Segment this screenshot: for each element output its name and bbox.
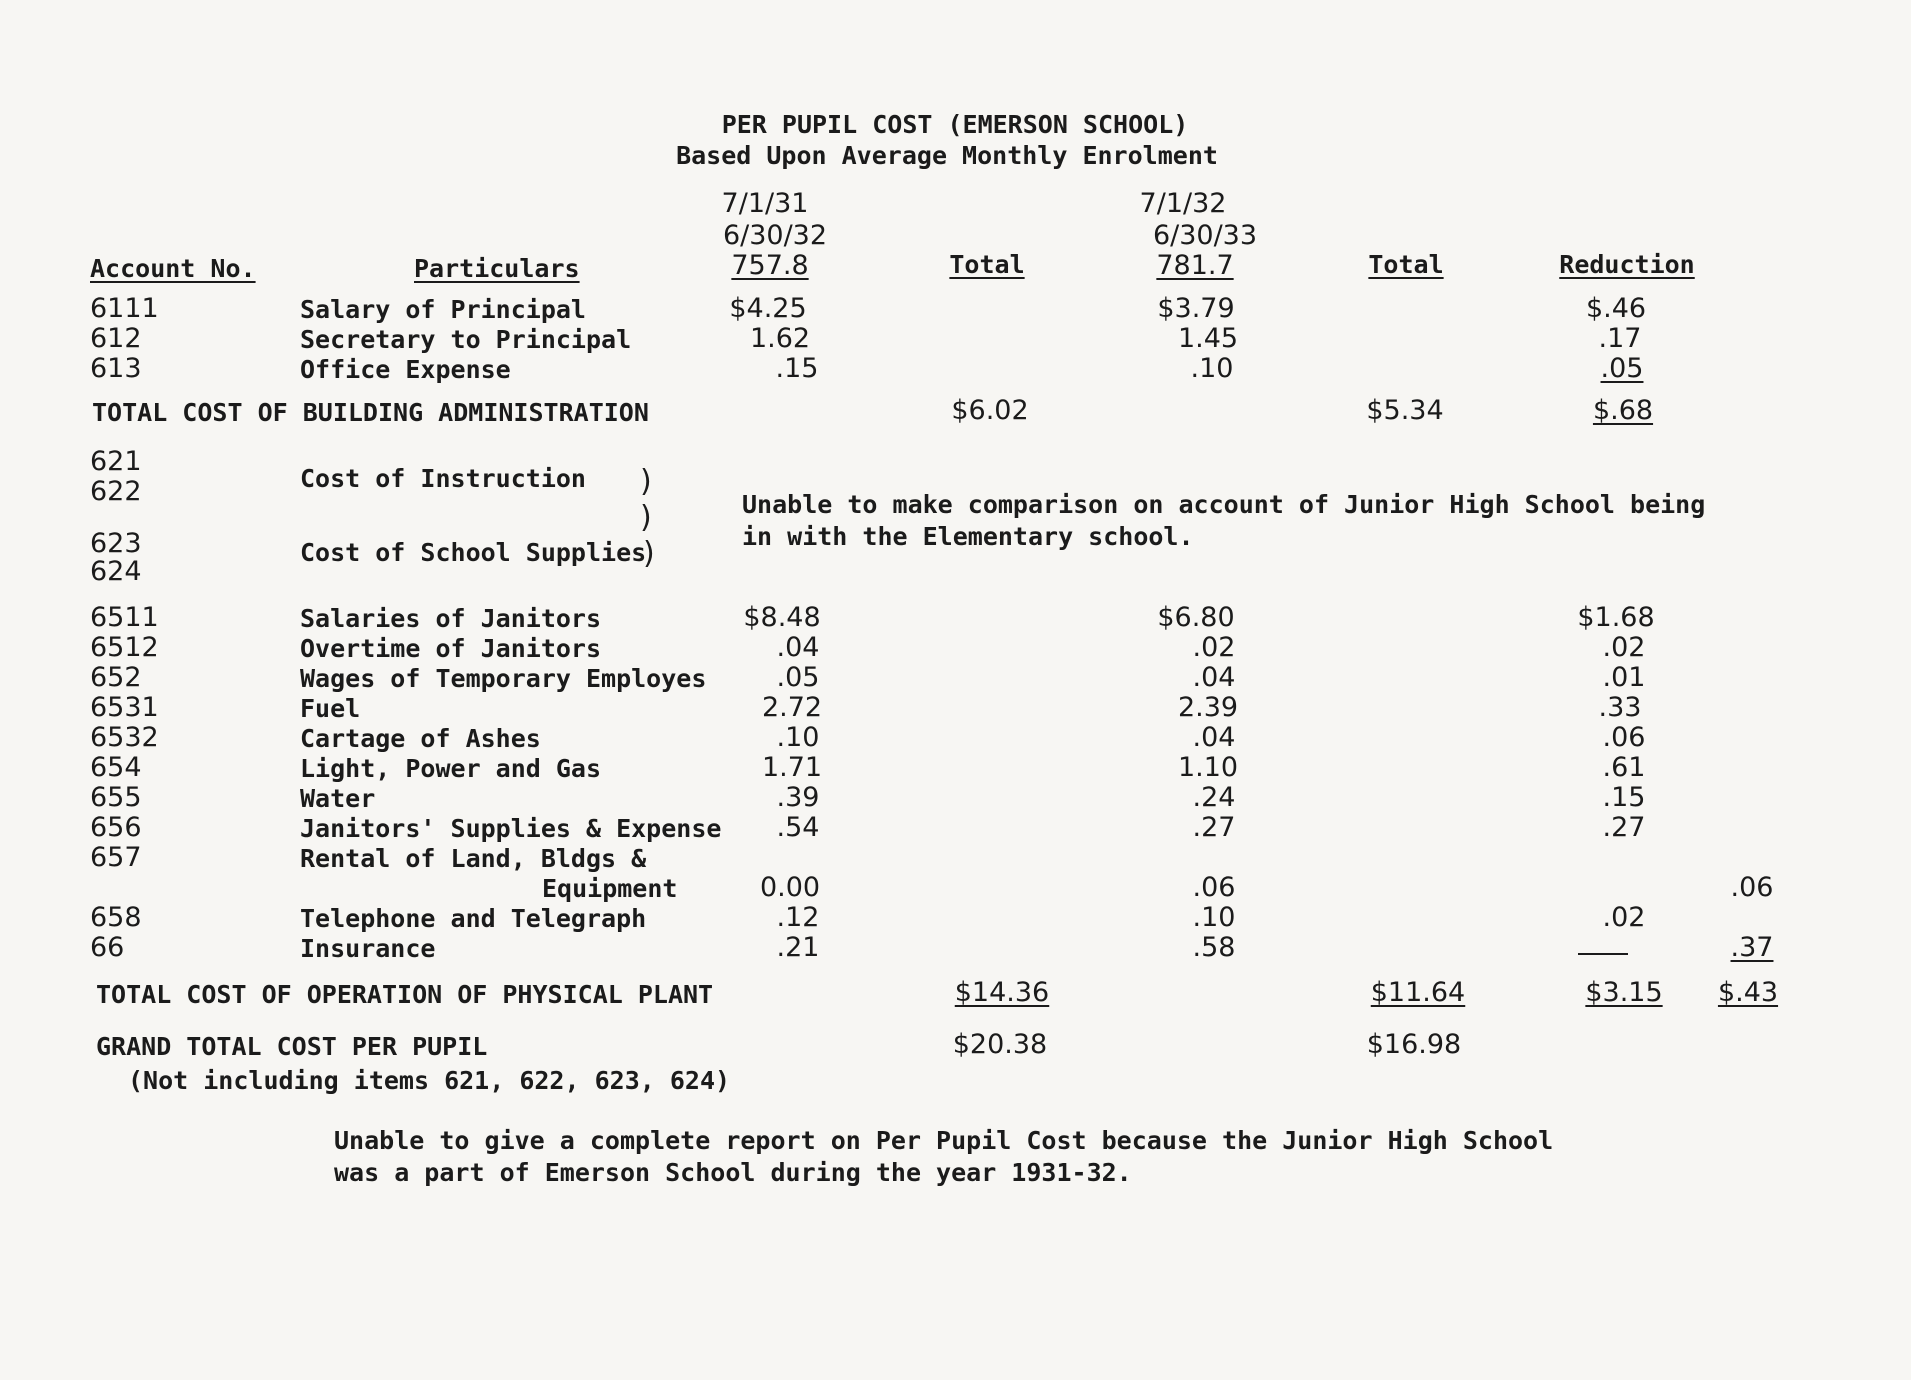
- header-reduction: Reduction: [1559, 250, 1695, 279]
- value-1932: $3.79: [1157, 293, 1235, 324]
- grand-total-1932: $16.98: [1366, 1029, 1462, 1060]
- header-period1-enrol: 757.8: [731, 250, 809, 281]
- value-1932: 2.39: [1177, 692, 1239, 723]
- value-1932: .24: [1192, 782, 1236, 813]
- value-1932: $6.80: [1157, 602, 1235, 633]
- grand-total-1931: $20.38: [952, 1029, 1048, 1060]
- particular: Water: [300, 784, 376, 813]
- value-reduction: .01: [1602, 662, 1646, 693]
- page-title: PER PUPIL COST (EMERSON SCHOOL): [721, 110, 1189, 139]
- page-subtitle: Based Upon Average Monthly Enrolment: [676, 141, 1218, 170]
- value-1931: 1.71: [761, 752, 823, 783]
- particular: Salaries of Janitors: [300, 604, 602, 633]
- empty-reduction-dash: [1578, 953, 1628, 955]
- particular: Secretary to Principal: [300, 325, 632, 354]
- header-account: Account No.: [90, 254, 256, 283]
- particular: Overtime of Janitors: [300, 634, 602, 663]
- account-number: 613: [90, 353, 142, 384]
- particular: Cartage of Ashes: [300, 724, 541, 753]
- value-increase: .06: [1730, 872, 1774, 903]
- account-number: 656: [90, 812, 142, 843]
- particular: Telephone and Telegraph: [300, 904, 647, 933]
- particular: Light, Power and Gas: [300, 754, 602, 783]
- account-number: 652: [90, 662, 142, 693]
- plant-total-1931: $14.36: [954, 977, 1050, 1008]
- value-reduction: .17: [1598, 323, 1642, 354]
- header-period2-start: 7/1/32: [1139, 188, 1227, 219]
- header-total1: Total: [949, 250, 1025, 279]
- value-1931: 2.72: [761, 692, 823, 723]
- value-1932: .10: [1190, 353, 1234, 384]
- account-number: 6111: [90, 293, 159, 324]
- value-reduction: .15: [1602, 782, 1646, 813]
- particular: Office Expense: [300, 355, 511, 384]
- value-1932: .27: [1192, 812, 1236, 843]
- value-1931: .12: [776, 902, 820, 933]
- account-number: 623: [90, 528, 142, 559]
- header-total2: Total: [1368, 250, 1444, 279]
- particular: Cost of School Supplies: [300, 538, 647, 567]
- header-period2-end: 6/30/33: [1152, 220, 1258, 251]
- value-reduction: .05: [1600, 353, 1644, 384]
- header-period1-end: 6/30/32: [722, 220, 828, 251]
- value-1932: 1.45: [1177, 323, 1239, 354]
- admin-total-1932: $5.34: [1366, 395, 1444, 426]
- value-1932: 1.10: [1177, 752, 1239, 783]
- value-reduction: .02: [1602, 902, 1646, 933]
- account-number: 621: [90, 446, 142, 477]
- account-number: 654: [90, 752, 142, 783]
- admin-total-label: TOTAL COST OF BUILDING ADMINISTRATION: [92, 398, 649, 427]
- account-number: 6532: [90, 722, 159, 753]
- value-1931: .54: [776, 812, 820, 843]
- value-1932: .04: [1192, 662, 1236, 693]
- account-number: 612: [90, 323, 142, 354]
- admin-total-1931: $6.02: [951, 395, 1029, 426]
- comparison-note: Unable to make comparison on account of Junior High School being: [742, 490, 1706, 519]
- brace-mark: ): [640, 464, 652, 499]
- value-1931: 0.00: [759, 872, 821, 903]
- value-1932: .06: [1192, 872, 1236, 903]
- value-1931: 1.62: [749, 323, 811, 354]
- account-number: 6511: [90, 602, 159, 633]
- admin-total-reduction: $.68: [1592, 395, 1654, 426]
- grand-total-label: GRAND TOTAL COST PER PUPIL: [96, 1032, 488, 1061]
- plant-total-1932: $11.64: [1370, 977, 1466, 1008]
- plant-total-label: TOTAL COST OF OPERATION OF PHYSICAL PLANT: [96, 980, 714, 1009]
- value-1931: .05: [776, 662, 820, 693]
- value-increase: .37: [1730, 932, 1774, 963]
- value-1931: $4.25: [729, 293, 807, 324]
- particular-continued: Equipment: [542, 874, 678, 903]
- particular: Cost of Instruction: [300, 464, 586, 493]
- value-1931: .15: [775, 353, 819, 384]
- value-1931: .39: [776, 782, 820, 813]
- brace-mark: ): [643, 536, 655, 571]
- footer-note: Unable to give a complete report on Per Pupil Cost because the Junior High School: [334, 1126, 1554, 1155]
- footer-note: was a part of Emerson School during the year 1931-32.: [334, 1158, 1132, 1187]
- account-number: 6531: [90, 692, 159, 723]
- value-reduction: .02: [1602, 632, 1646, 663]
- header-period1-start: 7/1/31: [721, 188, 809, 219]
- value-reduction: .61: [1602, 752, 1646, 783]
- header-particulars: Particulars: [414, 254, 580, 283]
- value-1931: .10: [776, 722, 820, 753]
- particular: Fuel: [300, 694, 361, 723]
- value-1931: .04: [776, 632, 820, 663]
- value-reduction: .33: [1598, 692, 1642, 723]
- account-number: 66: [90, 932, 125, 963]
- value-1932: .58: [1192, 932, 1236, 963]
- plant-total-reduction: $3.15: [1585, 977, 1663, 1008]
- account-number: 658: [90, 902, 142, 933]
- particular: Salary of Principal: [300, 295, 586, 324]
- comparison-note: in with the Elementary school.: [742, 522, 1194, 551]
- header-period2-enrol: 781.7: [1156, 250, 1234, 281]
- account-number: 657: [90, 842, 142, 873]
- value-reduction: .27: [1602, 812, 1646, 843]
- value-1932: .02: [1192, 632, 1236, 663]
- account-number: 622: [90, 476, 142, 507]
- account-number: 6512: [90, 632, 159, 663]
- value-1932: .10: [1192, 902, 1236, 933]
- account-number: 624: [90, 556, 142, 587]
- brace-mark: ): [640, 500, 652, 535]
- value-1932: .04: [1192, 722, 1236, 753]
- grand-total-note: (Not including items 621, 622, 623, 624): [128, 1066, 731, 1095]
- particular: Rental of Land, Bldgs &: [300, 844, 647, 873]
- particular: Janitors' Supplies & Expense: [300, 814, 722, 843]
- account-number: 655: [90, 782, 142, 813]
- value-reduction: $.46: [1585, 293, 1647, 324]
- particular: Insurance: [300, 934, 436, 963]
- particular: Wages of Temporary Employes: [300, 664, 707, 693]
- value-reduction: .06: [1602, 722, 1646, 753]
- plant-total-increase: $.43: [1717, 977, 1779, 1008]
- value-1931: .21: [776, 932, 820, 963]
- value-reduction: $1.68: [1577, 602, 1655, 633]
- value-1931: $8.48: [743, 602, 821, 633]
